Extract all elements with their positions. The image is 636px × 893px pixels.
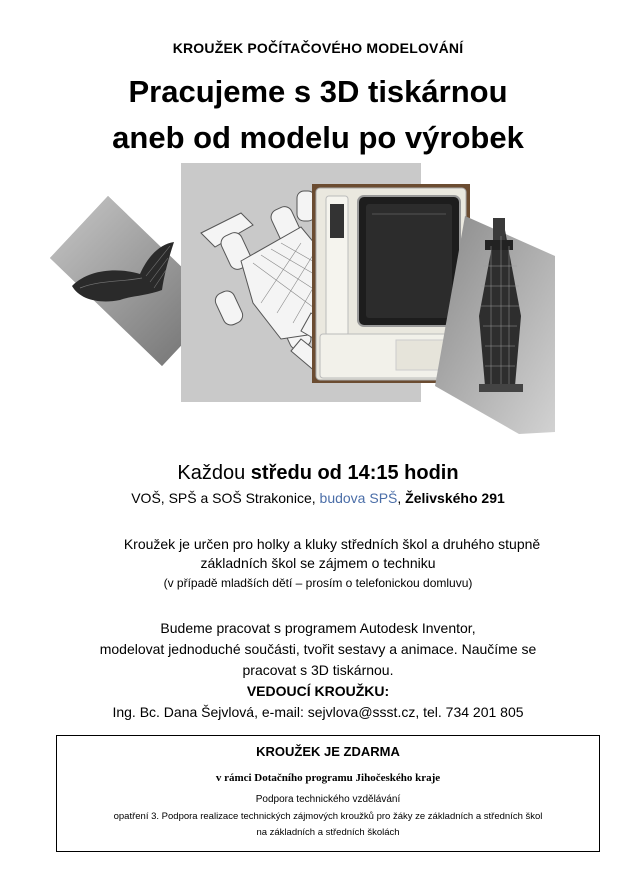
schedule-prefix: Každou	[177, 462, 251, 484]
funding-measure-line2: na základních a středních školách	[256, 827, 400, 838]
funding-measure-line1: opatření 3. Podpora realizace technických zájmových kroužků pro žáky ze základních a středních škol	[113, 811, 543, 822]
flyer-title-line1: Pracujeme s 3D tiskárnou	[128, 74, 508, 109]
schedule-time: středu od 14:15 hodin	[250, 462, 459, 484]
funding-program: v rámci Dotačního programu Jihočeského kraje	[215, 772, 441, 784]
location-separator: ,	[397, 490, 406, 506]
audience-line1: Kroužek je určen pro holky a kluky středních škol a druhého stupně	[123, 536, 541, 552]
flyer-title-line2: aneb od modelu po výrobek	[112, 120, 524, 155]
funding-heading: KROUŽEK JE ZDARMA	[256, 744, 400, 759]
program-line2: modelovat jednoduché součásti, tvořit sestavy a animace. Naučíme se	[99, 641, 537, 657]
location-line	[0, 490, 636, 506]
program-line3: pracovat s 3D tiskárnou.	[242, 662, 394, 678]
location-street: Želivského 291	[405, 490, 505, 506]
leader-contact: Ing. Bc. Dana Šejvlová, e-mail: sejvlova@ssst.cz, tel. 734 201 805	[112, 704, 524, 720]
audience-line2: základních škol se zájmem o techniku	[200, 555, 436, 571]
location-school: VOŠ, SPŠ a SOŠ Strakonice,	[131, 490, 320, 506]
leader-heading: VEDOUCÍ KROUŽKU:	[246, 683, 390, 699]
program-line1: Budeme pracovat s programem Autodesk Inventor,	[160, 620, 476, 636]
location-building: budova SPŠ	[319, 490, 398, 506]
audience-note: (v případě mladších dětí – prosím o telefonickou domluvu)	[163, 576, 473, 590]
flyer-kicker: KROUŽEK POČÍTAČOVÉHO MODELOVÁNÍ	[172, 40, 464, 56]
funding-support: Podpora technického vzdělávání	[255, 794, 401, 805]
funding-box	[56, 735, 600, 852]
schedule-line	[0, 462, 636, 485]
tower-model-image	[435, 196, 555, 436]
